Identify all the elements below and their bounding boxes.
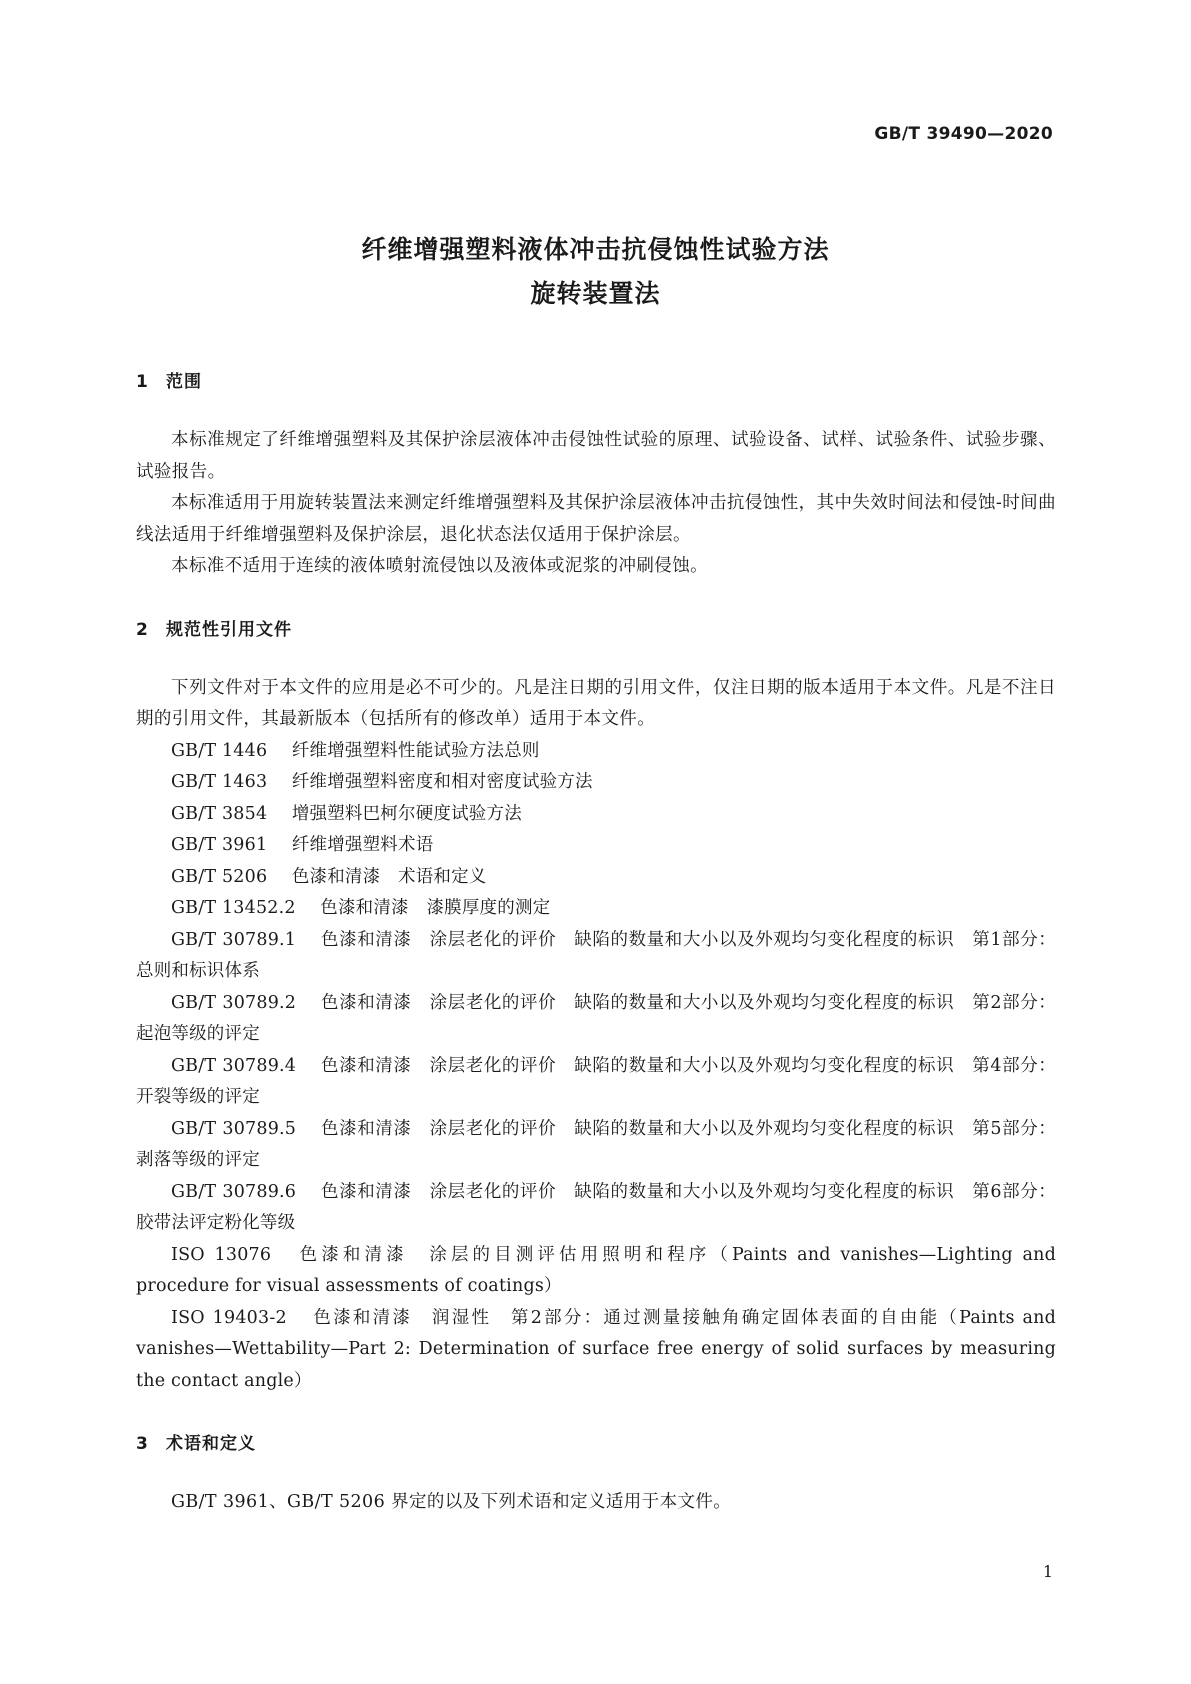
reference-item xyxy=(136,1240,1056,1303)
paragraph: 本标准不适用于连续的液体喷射流侵蚀以及液体或泥浆的冲刷侵蚀。 xyxy=(171,556,708,576)
paragraph: 下列文件对于本文件的应用是必不可少的。凡是注日期的引用文件，仅注日期的版本适用于本文件。凡是不注日期的引用文件，其最新版本（包括所有的修改单）适用于本文件。 xyxy=(136,677,1056,729)
paragraph: GB/T 3961、GB/T 5206 界定的以及下列术语和定义适用于本文件。 xyxy=(171,1492,732,1512)
reference-item xyxy=(136,1303,1056,1398)
document-body xyxy=(136,367,1056,1519)
reference-code: ISO 13076 xyxy=(171,1244,272,1265)
reference-item xyxy=(136,925,1056,988)
reference-code: GB/T 30789.4 xyxy=(171,1055,297,1076)
reference-title: 色漆和清漆 术语和定义 xyxy=(291,866,487,887)
reference-title: 色漆和清漆 涂层老化的评价 缺陷的数量和大小以及外观均匀变化程度的标识 第2部分：起泡等级的评定 xyxy=(136,992,1056,1044)
reference-code: GB/T 30789.6 xyxy=(171,1181,297,1202)
reference-code: GB/T 30789.2 xyxy=(171,992,297,1013)
reference-code: ISO 19403-2 xyxy=(171,1307,287,1328)
reference-item xyxy=(136,1177,1056,1240)
reference-title: 纤维增强塑料性能试验方法总则 xyxy=(291,740,540,761)
reference-title: 增强塑料巴柯尔硬度试验方法 xyxy=(291,803,522,824)
reference-title: 色漆和清漆 涂层老化的评价 缺陷的数量和大小以及外观均匀变化程度的标识 第4部分：开裂等级的评定 xyxy=(136,1055,1056,1107)
reference-title: 纤维增强塑料术语 xyxy=(291,835,434,855)
reference-item xyxy=(136,736,1056,768)
reference-item xyxy=(136,862,1056,894)
reference-code: GB/T 30789.5 xyxy=(171,1118,297,1139)
reference-title: 色漆和清漆 漆膜厚度的测定 xyxy=(320,898,551,918)
reference-code: GB/T 30789.1 xyxy=(171,929,297,950)
page-number: 1 xyxy=(1042,1562,1053,1581)
paragraph: 本标准适用于用旋转装置法来测定纤维增强塑料及其保护涂层液体冲击抗侵蚀性，其中失效时间法和侵蚀-时间曲线法适用于纤维增强塑料及保护涂层，退化状态法仅适用于保护涂层。 xyxy=(136,493,1056,545)
reference-item xyxy=(136,1114,1056,1177)
section-heading-3: 3 术语和定义 xyxy=(136,1434,256,1454)
reference-title: 色漆和清漆 涂层老化的评价 缺陷的数量和大小以及外观均匀变化程度的标识 第1部分：总则和标识体系 xyxy=(136,929,1056,981)
document-subtitle: 旋转装置法 xyxy=(530,279,661,308)
reference-item xyxy=(136,988,1056,1051)
reference-item xyxy=(136,799,1056,831)
document-title: 纤维增强塑料液体冲击抗侵蚀性试验方法 xyxy=(361,235,830,264)
reference-code: GB/T 1446 xyxy=(171,740,268,761)
reference-title: 色漆和清漆 涂层老化的评价 缺陷的数量和大小以及外观均匀变化程度的标识 第5部分：剥落等级的评定 xyxy=(136,1118,1056,1170)
reference-code: GB/T 1463 xyxy=(171,772,268,792)
reference-code: GB/T 13452.2 xyxy=(171,898,296,918)
reference-title: 纤维增强塑料密度和相对密度试验方法 xyxy=(291,772,593,792)
reference-item xyxy=(136,1051,1056,1114)
reference-title: 色漆和清漆 涂层老化的评价 缺陷的数量和大小以及外观均匀变化程度的标识 第6部分：胶带法评定粉化等级 xyxy=(136,1181,1056,1233)
reference-code: GB/T 5206 xyxy=(171,866,268,887)
reference-list xyxy=(136,736,1056,1398)
reference-title: 色漆和清漆 润湿性 第2部分：通过测量接触角确定固体表面的自由能（Paints and vanishes—Wettability—Part 2: Determination of surface free energy of solid surfaces by measuring the contact angle） xyxy=(136,1307,1056,1391)
standard-number: GB/T 39490—2020 xyxy=(874,124,1053,144)
paragraph: 本标准规定了纤维增强塑料及其保护涂层液体冲击侵蚀性试验的原理、试验设备、试样、试验条件、试验步骤、试验报告。 xyxy=(136,430,1056,482)
reference-item xyxy=(136,830,1056,862)
reference-title: 色漆和清漆 涂层的目测评估用照明和程序（Paints and vanishes—Lighting and procedure for visual assessments of coatings） xyxy=(136,1244,1056,1296)
reference-code: GB/T 3961 xyxy=(171,835,268,855)
reference-code: GB/T 3854 xyxy=(171,803,268,824)
section-heading-2: 2 规范性引用文件 xyxy=(136,619,292,640)
reference-item xyxy=(136,893,1056,925)
section-heading-1: 1 范围 xyxy=(136,372,202,392)
reference-item xyxy=(136,767,1056,799)
